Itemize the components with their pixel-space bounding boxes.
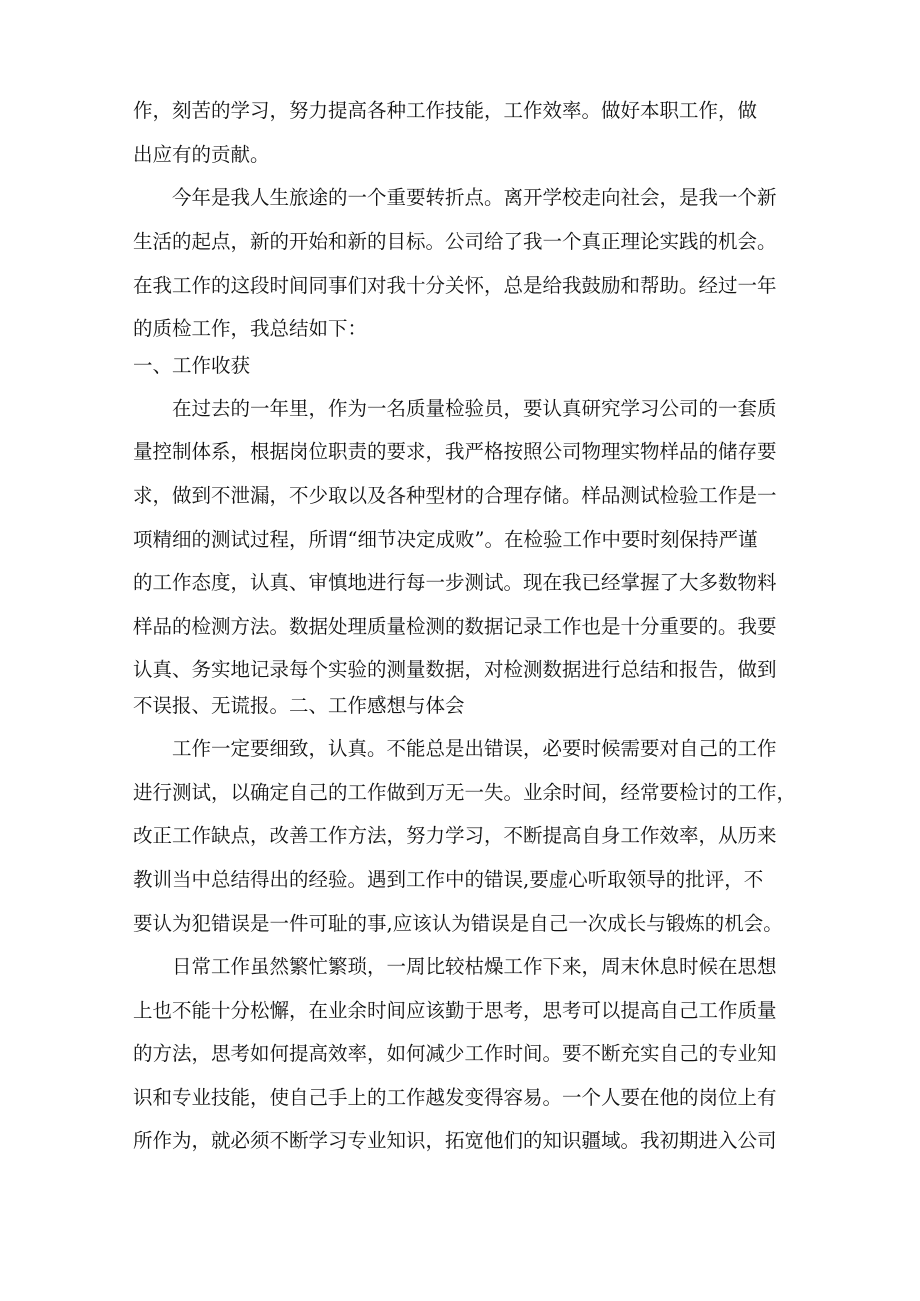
- text-line: 量控制体系，根据岗位职责的要求，我严格按照公司物理实物样品的储存要: [133, 440, 777, 463]
- text-line: 今年是我人生旅途的一个重要转折点。离开学校走向社会，是我一个新: [172, 186, 777, 209]
- text-line: 的方法，思考如何提高效率，如何减少工作时间。要不断充实自己的专业知: [133, 1042, 777, 1065]
- text-line: 样品的检测方法。数据处理质量检测的数据记录工作也是十分重要的。我要: [133, 615, 777, 638]
- text-line: 进行测试，以确定自己的工作做到万无一失。业余时间，经常要检讨的工作，: [133, 781, 797, 804]
- text-line: 在过去的一年里，作为一名质量检验员，要认真研究学习公司的一套质: [172, 397, 777, 420]
- text-line: 作，刻苦的学习，努力提高各种工作技能，工作效率。做好本职工作，做: [133, 99, 758, 122]
- text-line: 认真、务实地记录每个实验的测量数据，对检测数据进行总结和报告，做到: [133, 658, 777, 681]
- text-line: 的工作态度，认真、审慎地进行每一步测试。现在我已经掌握了大多数物料: [133, 571, 777, 594]
- text-line: 识和专业技能，使自己手上的工作越发变得容易。一个人要在他的岗位上有: [133, 1086, 777, 1109]
- text-line: 教训当中总结得出的经验。遇到工作中的错误,要虚心听取领导的批评，不: [133, 868, 764, 891]
- text-line: 项精细的测试过程，所谓“细节决定成败”。在检验工作中要时刻保持严谨: [133, 528, 758, 551]
- text-line: 日常工作虽然繁忙繁琐，一周比较枯燥工作下来，周末休息时候在思想: [172, 955, 777, 978]
- text-line: 所作为，就必须不断学习专业知识，拓宽他们的知识疆域。我初期进入公司: [133, 1129, 777, 1152]
- text-line: 求，做到不泄漏，不少取以及各种型材的合理存储。样品测试检验工作是一: [133, 484, 777, 507]
- text-line: 工作一定要细致，认真。不能总是出错误，必要时候需要对自己的工作: [172, 737, 777, 760]
- text-line: 不误报、无谎报。二、工作感想与体会: [133, 694, 465, 717]
- text-line: 要认为犯错误是一件可耻的事,应该认为错误是自己一次成长与锻炼的机会。: [133, 912, 783, 935]
- text-line: 出应有的贡献。: [133, 143, 270, 166]
- text-line: 改正工作缺点，改善工作方法，努力学习，不断提高自身工作效率，从历来: [133, 824, 777, 847]
- text-line: 的质检工作，我总结如下：: [133, 317, 368, 340]
- section-heading: 一、工作收获: [133, 354, 251, 377]
- text-line: 生活的起点，新的开始和新的目标。公司给了我一个真正理论实践的机会。: [133, 230, 777, 253]
- text-line: 在我工作的这段时间同事们对我十分关怀，总是给我鼓励和帮助。经过一年: [133, 274, 777, 297]
- text-line: 上也不能十分松懈，在业余时间应该勤于思考，思考可以提高自己工作质量: [133, 999, 777, 1022]
